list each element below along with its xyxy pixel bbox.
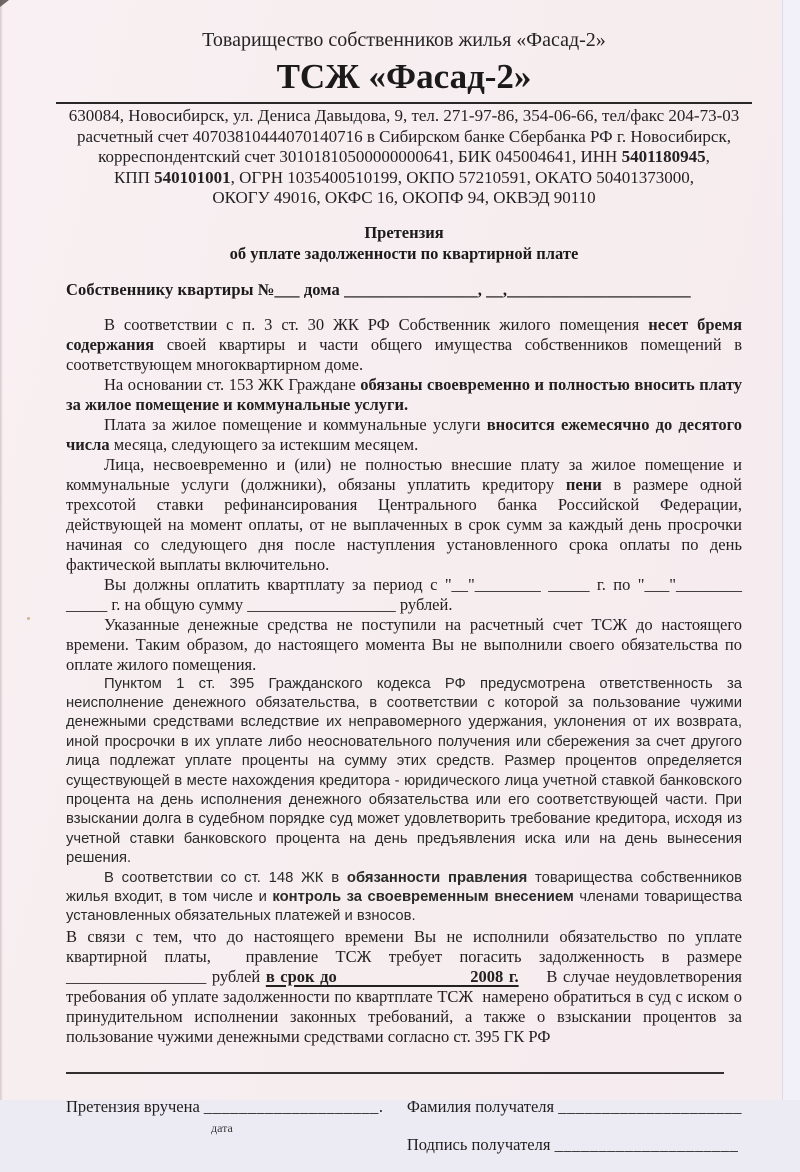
emphasized-text: 540101001 (154, 167, 231, 187)
body-paragraphs (66, 315, 742, 1047)
emphasized-text: вносится ежемесячно до десятого числа (66, 414, 742, 454)
signature-line (407, 1134, 742, 1155)
text-line (66, 415, 742, 455)
text-line (66, 455, 742, 575)
org-title: ТСЖ «Фасад-2» (276, 57, 532, 96)
text-segment: в размере одной трехсотой ставки рефинансирования Центрального банка Российской Федерации, действующей на момент оплаты, от не выплаченных в срок сумм за каждый день просрочки начиная со следующего дня после наступления установленного срока оплаты по день фактической выплаты включительно. (66, 474, 742, 574)
org-type-line: Товарищество собственников жилья «Фасад-2» (202, 29, 606, 51)
claim-heading (66, 222, 742, 264)
emphasized-text: несет бремя содержания (66, 314, 742, 354)
text-segment: , ОГРН 1035400510199, ОКПО 57210591, ОКАТО 50401373000, (230, 167, 694, 187)
text-segment: , (705, 147, 710, 166)
text-segment: В соответствии с п. 3 ст. 30 ЖК РФ Собственник жилого помещения (104, 314, 649, 334)
signature-section (66, 1096, 742, 1172)
claim-heading-line2: об уплате задолженности по квартирной плате (229, 243, 579, 263)
surname-blank: _____________________ (558, 1096, 742, 1116)
text-segment: Вы должны оплатить квартплату за период с "__"________ _____ г. по "___"________ _____ г. на общую суммy (66, 574, 742, 614)
text-segment: членами товарищества установленных обязательных платежей и взносов. (66, 888, 742, 925)
text-line (66, 869, 742, 927)
text-line (66, 375, 742, 415)
text-segment: В связи с тем, что до настоящего времени Вы не исполнили обязательство по уплате квартирной платы, правление ТСЖ требует погасить задолженность в размере _________________ рублей (66, 926, 742, 986)
text-line (66, 575, 742, 615)
text-line (66, 147, 742, 168)
text-line (66, 927, 742, 1047)
signature-rule (66, 1072, 724, 1074)
text-segment: В соответствии со ст. 148 ЖК в (104, 869, 347, 886)
text-segment: ОКОГУ 49016, ОКФС 16, ОКОПФ 94, ОКВЭД 90110 (212, 188, 596, 207)
claim-heading-line1: Претензия (364, 222, 444, 242)
text-line (66, 168, 742, 189)
emphasized-text: обязаны своевременно и полностью вносить плату за жилое помещение и коммунальные услуги. (66, 374, 742, 414)
text-line (66, 615, 742, 675)
text-segment: На основании ст. 153 ЖК Граждане (104, 374, 361, 394)
text-segment: своей квартиры и части общего имущества собственников помещений в соответствующем многоквартирном доме. (66, 334, 742, 374)
surname-label: Фамилия получателя (406, 1096, 555, 1116)
text-line (66, 188, 742, 209)
text-segment: Плата за жилое помещение и коммунальные услуги (104, 414, 487, 434)
emphasized-text: в срок до 2008 г. (265, 966, 519, 986)
addressee-line: Собственнику квартиры №___ дома ________________, __,______________________ (66, 279, 691, 299)
text-segment: месяца, следующего за истекшим месяцем. (109, 434, 419, 454)
delivered-date-blank: ____________________. (203, 1096, 384, 1116)
text-line (66, 106, 742, 127)
text-segment: товарищества собственников жилья входит, в том числе и (66, 869, 742, 905)
recipient-lines (407, 1096, 742, 1172)
delivered-label: Претензия вручена (66, 1096, 200, 1116)
text-line (66, 315, 742, 375)
text-segment: Пунктом 1 ст. 395 Гражданского кодекса РФ предусмотрена ответственность за неисполнение денежного обязательства, в соответствии с которой за пользование чужими денежными средствами вследствие их неправомерного удержания, уклонения от их возврата, иной просрочки в их уплате либо неосновательного получения или сбережения за счет другого лица подлежат уплате проценты на сумму этих средств. Размер процентов определяется существующей в месте нахождения кредитора - юридического лица учетной ставкой банковского процента на день исполнения денежного обязательства или его соответствующей части. При взыскании долга в судебном порядке суд может удовлетворить требование кредитора, исходя из учетной ставки банковского процента на день предъявления иска или на день вынесения решения. (66, 675, 742, 867)
text-segment: 630084, Новосибирск, ул. Дениса Давыдова, 9, тел. 271-97-86, 354-06-66, тел/факс 204-73-03 (68, 106, 740, 125)
emphasized-text: контроль за своевременным внесением (272, 888, 574, 905)
text-line (66, 127, 742, 148)
text-line (66, 675, 742, 869)
text-segment: Указанные денежные средства не поступили на расчетный счет ТСЖ до настоящего времени. Таким образом, до настоящего момента Вы не выполнили своего обязательства по оплате жилого помещения. (66, 614, 742, 674)
emphasized-text: пени (565, 474, 602, 494)
signature-blank: _____________________ (554, 1134, 739, 1154)
emphasized-text: обязанности правления (346, 869, 528, 886)
text-segment: расчетный счет 40703810444070140716 в Сибирском банке Сбербанка РФ г. Новосибирск, (77, 126, 731, 146)
header-rule (56, 102, 752, 104)
contact-block (66, 106, 742, 209)
date-caption: дата (211, 1120, 233, 1135)
text-segment: КПП (114, 167, 155, 187)
signature-label: Подпись получателя (406, 1134, 551, 1154)
text-segment: Лица, несвоевременно и (или) не полностью внесшие плату за жилое помещение и коммунальные услуги (должники), обязаны уплатить кредитору (66, 454, 742, 494)
text-segment: корреспондентский счет 30101810500000000641, БИК 045004641, ИНН (98, 147, 622, 166)
text-segment: __________________ рублей. (243, 594, 453, 614)
text-segment: В случае неудовлетворения требования об уплате задолженности по квартплате ТСЖ намерено обратиться в суд с иском о принудительном исполнении законных требований, а также о взыскании процентов за пользование чужими денежными средствами согласно ст. 395 ГК РФ (66, 966, 743, 1046)
surname-line (407, 1096, 742, 1117)
emphasized-text: 5401180945 (621, 147, 706, 166)
delivered-line (66, 1096, 393, 1172)
